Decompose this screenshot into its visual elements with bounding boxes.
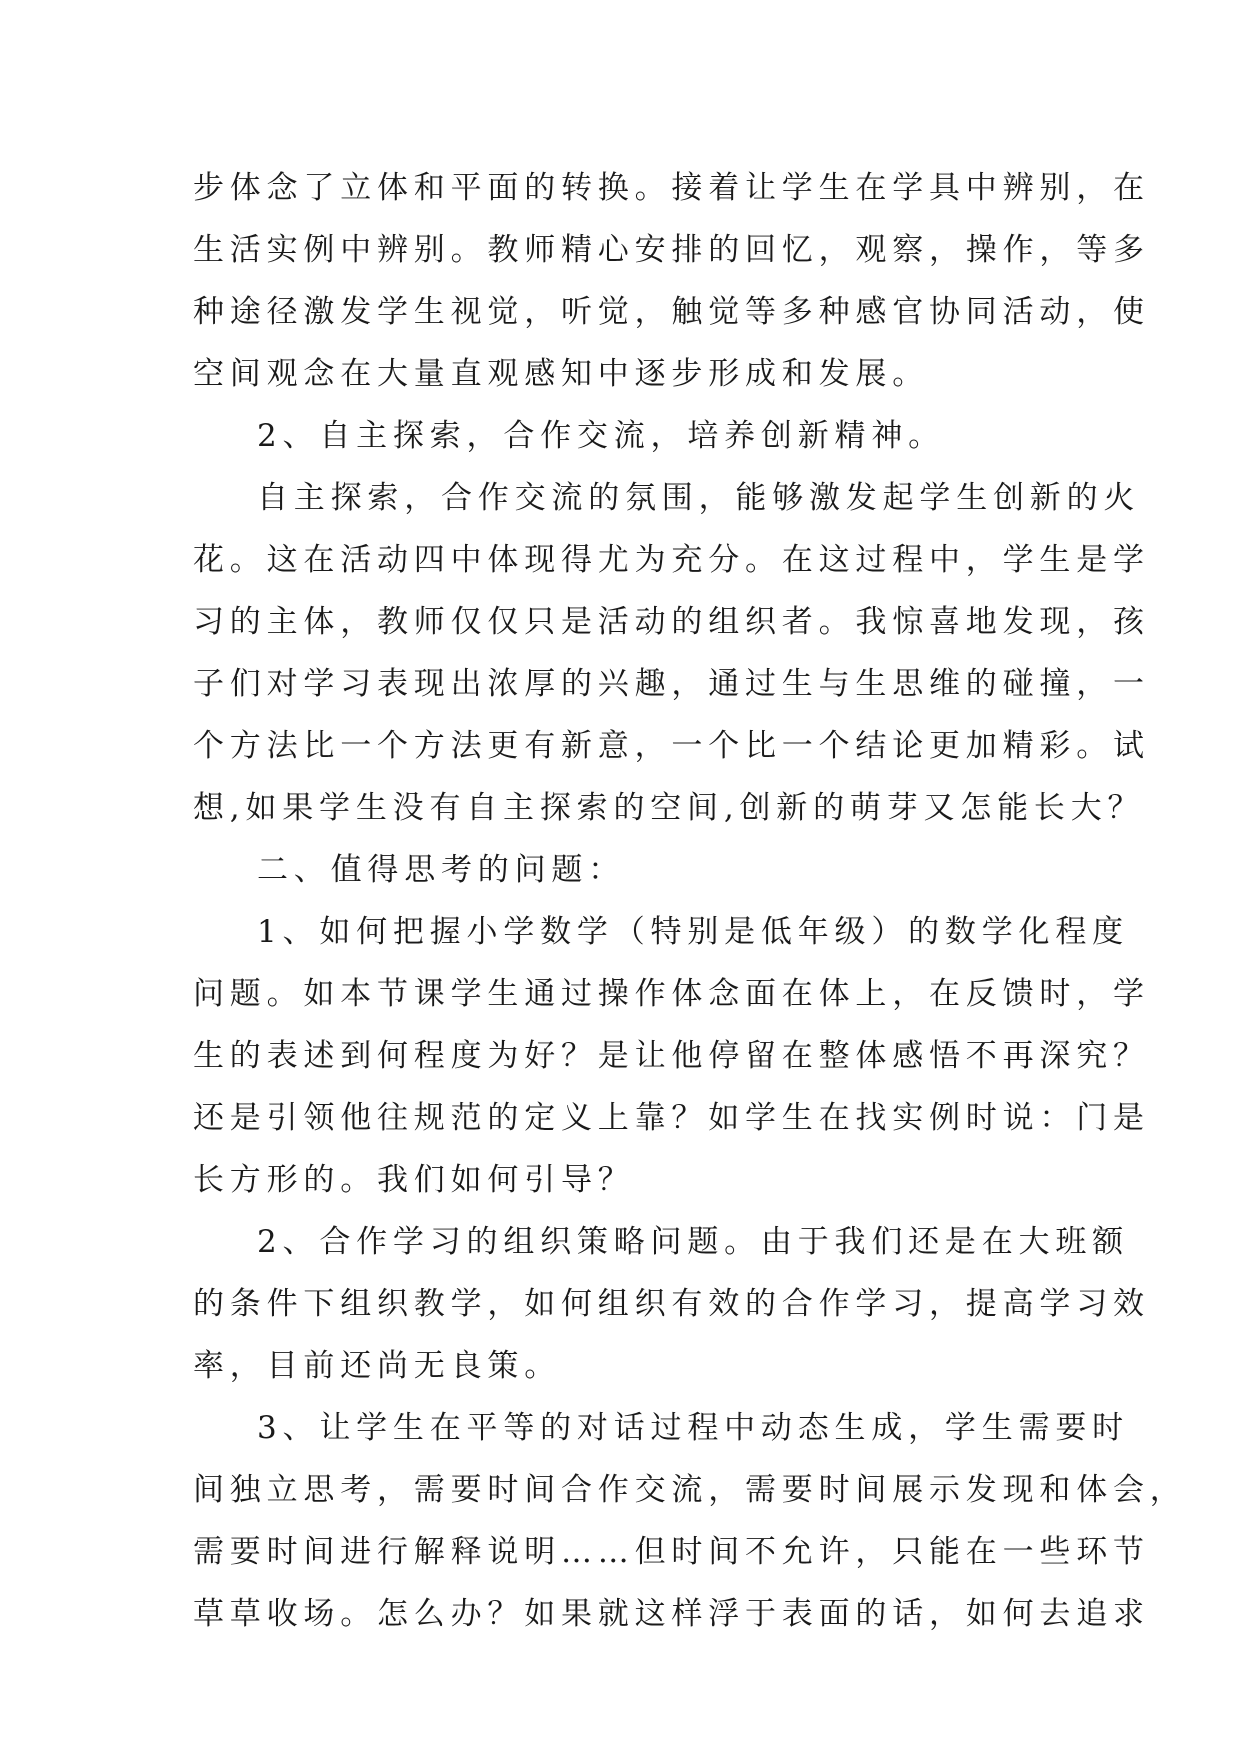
text-line: 需要时间进行解释说明……但时间不允许，只能在一些环节 [193, 1534, 1150, 1570]
text-line: 生的表述到何程度为好？是让他停留在整体感悟不再深究？ [193, 1038, 1150, 1074]
text-line: 草草收场。怎么办？如果就这样浮于表面的话，如何去追求 [193, 1596, 1150, 1632]
text-line: 步体念了立体和平面的转换。接着让学生在学具中辨别，在 [193, 170, 1150, 206]
paragraph-first-line: 二、值得思考的问题： [257, 852, 625, 888]
text-line: 问题。如本节课学生通过操作体念面在体上，在反馈时，学 [193, 976, 1150, 1012]
text-line: 长方形的。我们如何引导？ [193, 1162, 635, 1198]
paragraph-first-line: 2、合作学习的组织策略问题。由于我们还是在大班额 [257, 1224, 1129, 1260]
paragraph-first-line: 3、让学生在平等的对话过程中动态生成，学生需要时 [257, 1410, 1129, 1446]
text-line: 花。这在活动四中体现得尤为充分。在这过程中，学生是学 [193, 542, 1150, 578]
text-line: 想,如果学生没有自主探索的空间,创新的萌芽又怎能长大？ [193, 790, 1145, 826]
text-line: 空间观念在大量直观感知中逐步形成和发展。 [193, 356, 929, 392]
text-line: 习的主体，教师仅仅只是活动的组织者。我惊喜地发现，孩 [193, 604, 1150, 640]
text-line: 种途径激发学生视觉，听觉，触觉等多种感官协同活动，使 [193, 294, 1150, 330]
text-line: 子们对学习表现出浓厚的兴趣，通过生与生思维的碰撞，一 [193, 666, 1150, 702]
text-line: 还是引领他往规范的定义上靠？如学生在找实例时说：门是 [193, 1100, 1150, 1136]
text-line: 率，目前还尚无良策。 [193, 1348, 561, 1384]
paragraph-first-line: 2、自主探索，合作交流，培养创新精神。 [257, 418, 945, 454]
text-line: 的条件下组织教学，如何组织有效的合作学习，提高学习效 [193, 1286, 1150, 1322]
text-line: 个方法比一个方法更有新意，一个比一个结论更加精彩。试 [193, 728, 1150, 764]
text-line: 生活实例中辨别。教师精心安排的回忆，观察，操作，等多 [193, 232, 1150, 268]
text-line: 间独立思考，需要时间合作交流，需要时间展示发现和体会， [193, 1472, 1187, 1508]
document-body [193, 157, 1187, 1645]
paragraph-first-line: 1、如何把握小学数学（特别是低年级）的数学化程度 [257, 914, 1129, 950]
paragraph-first-line: 自主探索，合作交流的氛围，能够激发起学生创新的火 [257, 480, 1141, 516]
